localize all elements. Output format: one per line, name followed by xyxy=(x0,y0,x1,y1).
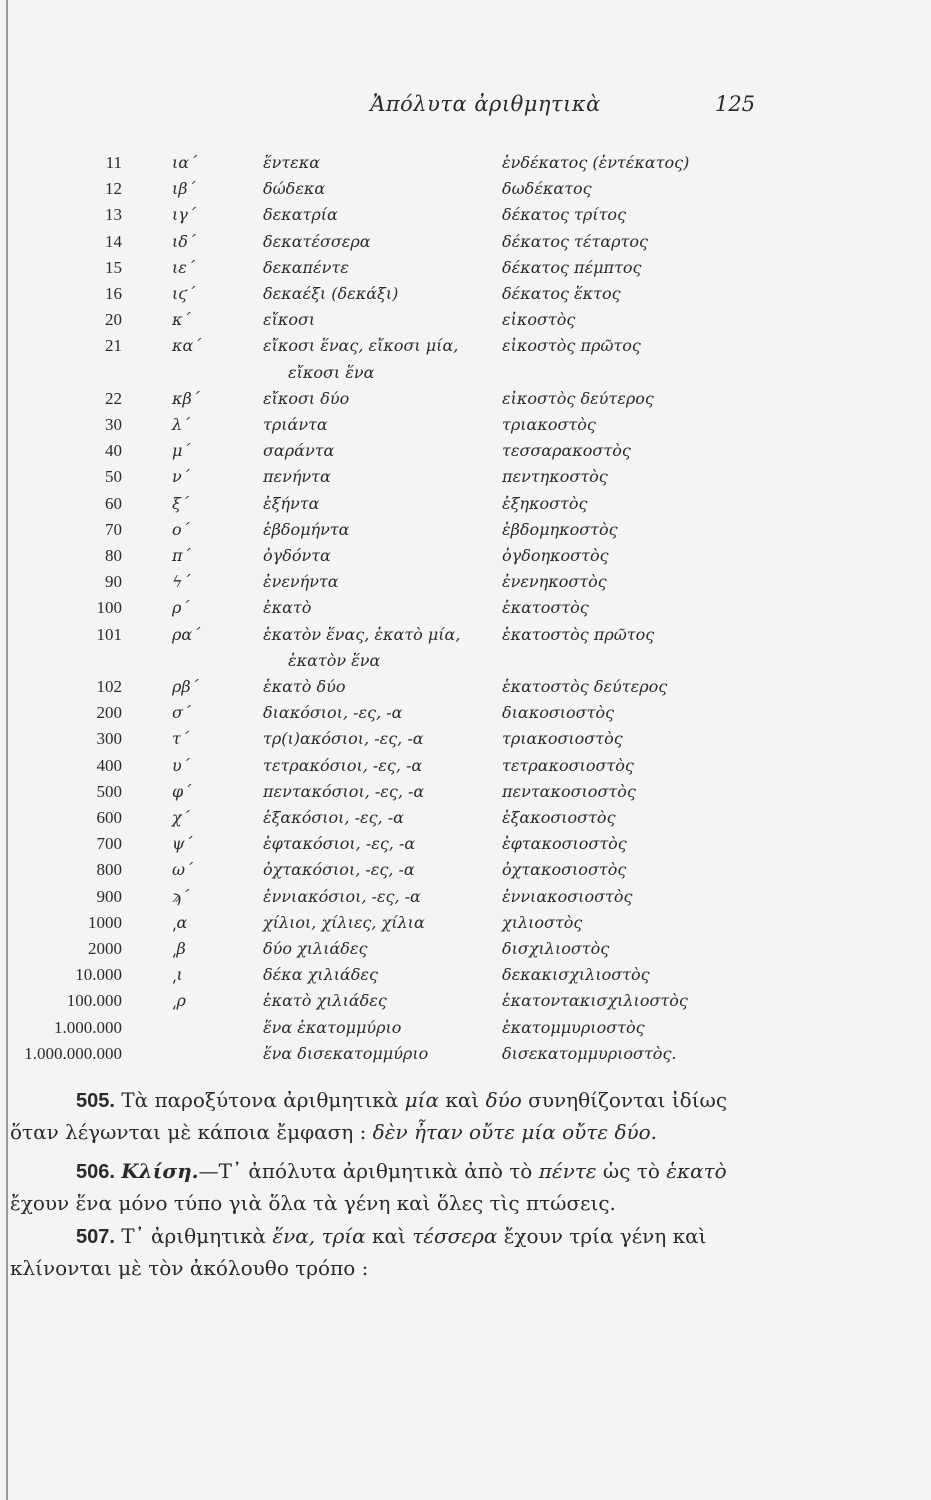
greek-numeral: τ΄ xyxy=(172,729,189,749)
ordinal-form: ὀχτακοσιοστὸς xyxy=(502,860,627,880)
numeral-row xyxy=(0,543,931,569)
arabic-numeral: 1.000.000.000 xyxy=(24,1043,122,1063)
cardinal-form: εἴκοσι xyxy=(263,310,316,330)
arabic-numeral: 20 xyxy=(105,310,122,330)
paragraph-507-line-2: κλίνονται μὲ τὸν ἀκόλουθο τρόπο : xyxy=(10,1256,369,1280)
greek-numeral: ια΄ xyxy=(172,153,198,172)
numeral-row xyxy=(0,281,931,307)
cardinal-form: ἑξήντα xyxy=(263,493,320,513)
numeral-row xyxy=(0,202,931,228)
ordinal-form: εἰκοστὸς πρῶτος xyxy=(502,336,641,356)
arabic-numeral: 101 xyxy=(96,624,122,644)
greek-numeral: ͵ι xyxy=(172,965,183,985)
section-title: Κλίση. xyxy=(121,1159,199,1183)
numeral-row xyxy=(0,726,931,752)
ordinal-form: πεντακοσιοστὸς xyxy=(502,781,636,801)
numeral-row xyxy=(0,569,931,595)
numeral-row xyxy=(0,805,931,831)
ordinal-form: ὀγδοηκοστὸς xyxy=(502,546,609,565)
arabic-numeral: 10.000 xyxy=(75,965,122,985)
cardinal-form: ἕντεκα xyxy=(263,153,321,172)
greek-numeral: ϟ΄ xyxy=(172,572,191,592)
numeral-row xyxy=(0,517,931,543)
cardinal-form: ἕνα ἑκατομμύριο xyxy=(263,1017,402,1037)
running-header-title: Ἀπόλυτα ἀριθμητικὰ xyxy=(370,92,601,116)
cardinal-form: δεκατέσσερα xyxy=(263,231,371,251)
cardinal-form: πεντακόσιοι, -ες, -α xyxy=(263,781,425,801)
paragraph-505-line-2: ὅταν λέγωνται μὲ κάποια ἔμφαση : δὲν ἦταν οὔτε μία οὔτε δύο. xyxy=(10,1120,658,1144)
numeral-row xyxy=(0,779,931,805)
arabic-numeral: 100.000 xyxy=(66,991,122,1011)
arabic-numeral: 600 xyxy=(96,808,122,827)
numeral-row xyxy=(0,962,931,988)
ordinal-form: ἐνενηκοστὸς xyxy=(502,572,607,592)
greek-numeral: ρβ΄ xyxy=(172,677,199,696)
arabic-numeral: 900 xyxy=(96,886,122,906)
cardinal-form: δέκα χιλιάδες xyxy=(263,965,378,985)
paragraph-506-line-1: 506. Κλίση.—Τ᾽ ἀπόλυτα ἀριθμητικὰ ἀπὸ τὸ πέντε ὡς τὸ ἑκατὸ xyxy=(76,1159,727,1183)
cardinal-form: δώδεκα xyxy=(263,179,326,199)
paragraph-number: 505. xyxy=(76,1090,115,1112)
cardinal-form: πενήντα xyxy=(263,467,331,487)
greek-numeral: ψ΄ xyxy=(172,834,193,854)
greek-numeral: ιε΄ xyxy=(172,257,195,277)
cardinal-form: ὀγδόντα xyxy=(263,546,331,565)
greek-numeral: σ΄ xyxy=(172,703,191,723)
ordinal-form: δέκατος πέμπτος xyxy=(502,257,642,277)
ordinal-form: ἑβδομηκοστὸς xyxy=(502,519,618,539)
arabic-numeral: 13 xyxy=(105,205,122,225)
numeral-row xyxy=(0,307,931,333)
arabic-numeral: 400 xyxy=(96,755,122,775)
ordinal-form: ἑκατομμυριοστὸς xyxy=(502,1017,645,1037)
cardinal-form: ἑφτακόσιοι, -ες, -α xyxy=(263,834,416,854)
arabic-numeral: 70 xyxy=(105,519,122,539)
ordinal-form: χιλιοστὸς xyxy=(502,912,583,932)
ordinal-form: τετρακοσιοστὸς xyxy=(502,755,634,775)
greek-numeral: λ΄ xyxy=(172,415,191,434)
arabic-numeral: 40 xyxy=(105,441,122,461)
cardinal-form-continuation: ἑκατὸν ἕνα xyxy=(288,650,381,670)
ordinal-form: δεκακισχιλιοστὸς xyxy=(502,965,650,985)
numeral-row xyxy=(0,150,931,176)
ordinal-form: τριακοσιοστὸς xyxy=(502,729,623,749)
numeral-row xyxy=(0,438,931,464)
greek-numeral: μ΄ xyxy=(172,441,191,461)
greek-numeral: χ΄ xyxy=(172,808,190,827)
arabic-numeral: 14 xyxy=(105,231,122,251)
arabic-numeral: 1000 xyxy=(88,912,122,932)
cardinal-form: τρ(ι)ακόσιοι, -ες, -α xyxy=(263,729,424,749)
numeral-row-continuation xyxy=(0,648,931,674)
greek-numeral: ιδ΄ xyxy=(172,231,196,251)
numeral-row xyxy=(0,674,931,700)
arabic-numeral: 100 xyxy=(96,598,122,618)
paragraph-507-line-1: 507. Τ᾽ ἀριθμητικὰ ἕνα, τρία καὶ τέσσερα ἔχουν τρία γένη καὶ xyxy=(76,1224,707,1248)
cardinal-form: σαράντα xyxy=(263,441,335,461)
ordinal-form: ἑνδέκατος (ἑντέκατος) xyxy=(502,153,690,172)
ordinal-form: τριακοστὸς xyxy=(502,415,596,434)
numeral-row xyxy=(0,622,931,648)
cardinal-form: δεκαπέντε xyxy=(263,257,349,277)
greek-numeral: κβ΄ xyxy=(172,388,200,408)
numeral-row xyxy=(0,229,931,255)
arabic-numeral: 80 xyxy=(105,546,122,565)
cardinal-form: ἑκατὸ xyxy=(263,598,312,618)
cardinal-form: ἑκατὸ χιλιάδες xyxy=(263,991,387,1011)
cardinal-form: δύο χιλιάδες xyxy=(263,939,368,958)
cardinal-form: ἑκατὸ δύο xyxy=(263,677,346,696)
numeral-row xyxy=(0,595,931,621)
arabic-numeral: 800 xyxy=(96,860,122,880)
cardinal-form: ἑξακόσιοι, -ες, -α xyxy=(263,808,404,827)
ordinal-form: πεντηκοστὸς xyxy=(502,467,608,487)
greek-numeral: ϡ΄ xyxy=(172,886,190,906)
ordinal-form: εἰκοστὸς xyxy=(502,310,576,330)
numeral-row xyxy=(0,386,931,412)
greek-numeral: ͵α xyxy=(172,912,188,932)
paragraph-number: 506. xyxy=(76,1161,115,1183)
ordinal-form: διακοσιοστὸς xyxy=(502,703,615,723)
cardinal-form: δεκαέξι (δεκάξι) xyxy=(263,284,399,303)
greek-numeral: ο΄ xyxy=(172,519,190,539)
numeral-row xyxy=(0,936,931,962)
cardinal-form: εἴκοσι ἕνας, εἴκοσι μία, xyxy=(263,336,459,356)
numeral-row xyxy=(0,176,931,202)
numeral-row xyxy=(0,753,931,779)
cardinal-form: ὀχτακόσιοι, -ες, -α xyxy=(263,860,415,880)
ordinal-form: ἑξακοσιοστὸς xyxy=(502,808,616,827)
arabic-numeral: 200 xyxy=(96,703,122,723)
numeral-row xyxy=(0,988,931,1014)
numeral-row xyxy=(0,255,931,281)
arabic-numeral: 22 xyxy=(105,388,122,408)
greek-numeral: κ΄ xyxy=(172,310,191,330)
ordinal-form: τεσσαρακοστὸς xyxy=(502,441,631,461)
ordinal-form: δισεκατομμυριοστὸς. xyxy=(502,1043,677,1063)
arabic-numeral: 300 xyxy=(96,729,122,749)
numeral-row xyxy=(0,700,931,726)
numeral-row xyxy=(0,333,931,359)
cardinal-form: διακόσιοι, -ες, -α xyxy=(263,703,403,723)
greek-numeral: ιϛ΄ xyxy=(172,284,196,303)
numeral-row xyxy=(0,464,931,490)
ordinal-form: ἑκατοντακισχιλιοστὸς xyxy=(502,991,688,1011)
cardinal-form: εἴκοσι δύο xyxy=(263,388,350,408)
numeral-row xyxy=(0,910,931,936)
arabic-numeral: 12 xyxy=(105,179,122,199)
ordinal-form: δέκατος τέταρτος xyxy=(502,231,648,251)
greek-numeral: ͵ρ xyxy=(172,991,186,1011)
arabic-numeral: 2000 xyxy=(88,939,122,958)
greek-numeral: ιγ΄ xyxy=(172,205,196,225)
paragraph-506-line-2: ἔχουν ἕνα μόνο τύπο γιὰ ὅλα τὰ γένη καὶ ὅλες τὶς πτώσεις. xyxy=(10,1191,616,1215)
arabic-numeral: 1.000.000 xyxy=(54,1017,122,1037)
arabic-numeral: 102 xyxy=(96,677,122,696)
ordinal-form: δέκατος τρίτος xyxy=(502,205,627,225)
ordinal-form: ἑφτακοσιοστὸς xyxy=(502,834,627,854)
greek-numeral: υ΄ xyxy=(172,755,190,775)
cardinal-form: δεκατρία xyxy=(263,205,338,225)
greek-numeral: ιβ΄ xyxy=(172,179,196,199)
numeral-row xyxy=(0,857,931,883)
greek-numeral: ξ΄ xyxy=(172,493,189,513)
numeral-row-continuation xyxy=(0,360,931,386)
cardinal-form: ἐννιακόσιοι, -ες, -α xyxy=(263,886,421,906)
cardinal-form-continuation: εἴκοσι ἕνα xyxy=(288,362,375,382)
greek-numeral: ρα΄ xyxy=(172,624,201,644)
cardinal-form: ἕνα δισεκατομμύριο xyxy=(263,1043,429,1063)
paragraph-505-line-1: 505. Τὰ παροξύτονα ἀριθμητικὰ μία καὶ δύο συνηθίζονται ἰδίως xyxy=(76,1088,728,1112)
ordinal-form: ἐννιακοσιοστὸς xyxy=(502,886,633,906)
arabic-numeral: 90 xyxy=(105,572,122,592)
greek-numeral: ν΄ xyxy=(172,467,190,487)
greek-numeral: κα΄ xyxy=(172,336,202,356)
greek-numeral: ρ΄ xyxy=(172,598,190,618)
cardinal-form: τριάντα xyxy=(263,415,328,434)
arabic-numeral: 700 xyxy=(96,834,122,854)
cardinal-form: ἑκατὸν ἕνας, ἑκατὸ μία, xyxy=(263,624,461,644)
cardinal-form: τετρακόσιοι, -ες, -α xyxy=(263,755,423,775)
cardinal-form: ἐνενήντα xyxy=(263,572,339,592)
cardinal-form: χίλιοι, χίλιες, χίλια xyxy=(263,912,425,932)
numeral-row xyxy=(0,884,931,910)
ordinal-form: ἑκατοστὸς πρῶτος xyxy=(502,624,655,644)
arabic-numeral: 21 xyxy=(105,336,122,356)
arabic-numeral: 11 xyxy=(105,153,122,172)
numeral-row xyxy=(0,1015,931,1041)
ordinal-form: δέκατος ἕκτος xyxy=(502,284,621,303)
arabic-numeral: 50 xyxy=(105,467,122,487)
ordinal-form: ἑκατοστὸς xyxy=(502,598,589,618)
ordinal-form: δισχιλιοστὸς xyxy=(502,939,610,958)
ordinal-form: εἰκοστὸς δεύτερος xyxy=(502,388,654,408)
greek-numeral: ͵β xyxy=(172,939,186,958)
greek-numeral: ω΄ xyxy=(172,860,194,880)
arabic-numeral: 16 xyxy=(105,284,122,303)
greek-numeral: φ΄ xyxy=(172,781,192,801)
numeral-row xyxy=(0,1041,931,1067)
numeral-row xyxy=(0,412,931,438)
arabic-numeral: 500 xyxy=(96,781,122,801)
arabic-numeral: 60 xyxy=(105,493,122,513)
greek-numeral: π΄ xyxy=(172,546,191,565)
numeral-row xyxy=(0,491,931,517)
arabic-numeral: 15 xyxy=(105,257,122,277)
ordinal-form: δωδέκατος xyxy=(502,179,592,199)
numeral-row xyxy=(0,831,931,857)
ordinal-form: ἑξηκοστὸς xyxy=(502,493,588,513)
ordinal-form: ἑκατοστὸς δεύτερος xyxy=(502,677,668,696)
cardinal-form: ἑβδομήντα xyxy=(263,519,350,539)
page-number: 125 xyxy=(715,92,756,116)
arabic-numeral: 30 xyxy=(105,415,122,434)
paragraph-number: 507. xyxy=(76,1226,115,1248)
